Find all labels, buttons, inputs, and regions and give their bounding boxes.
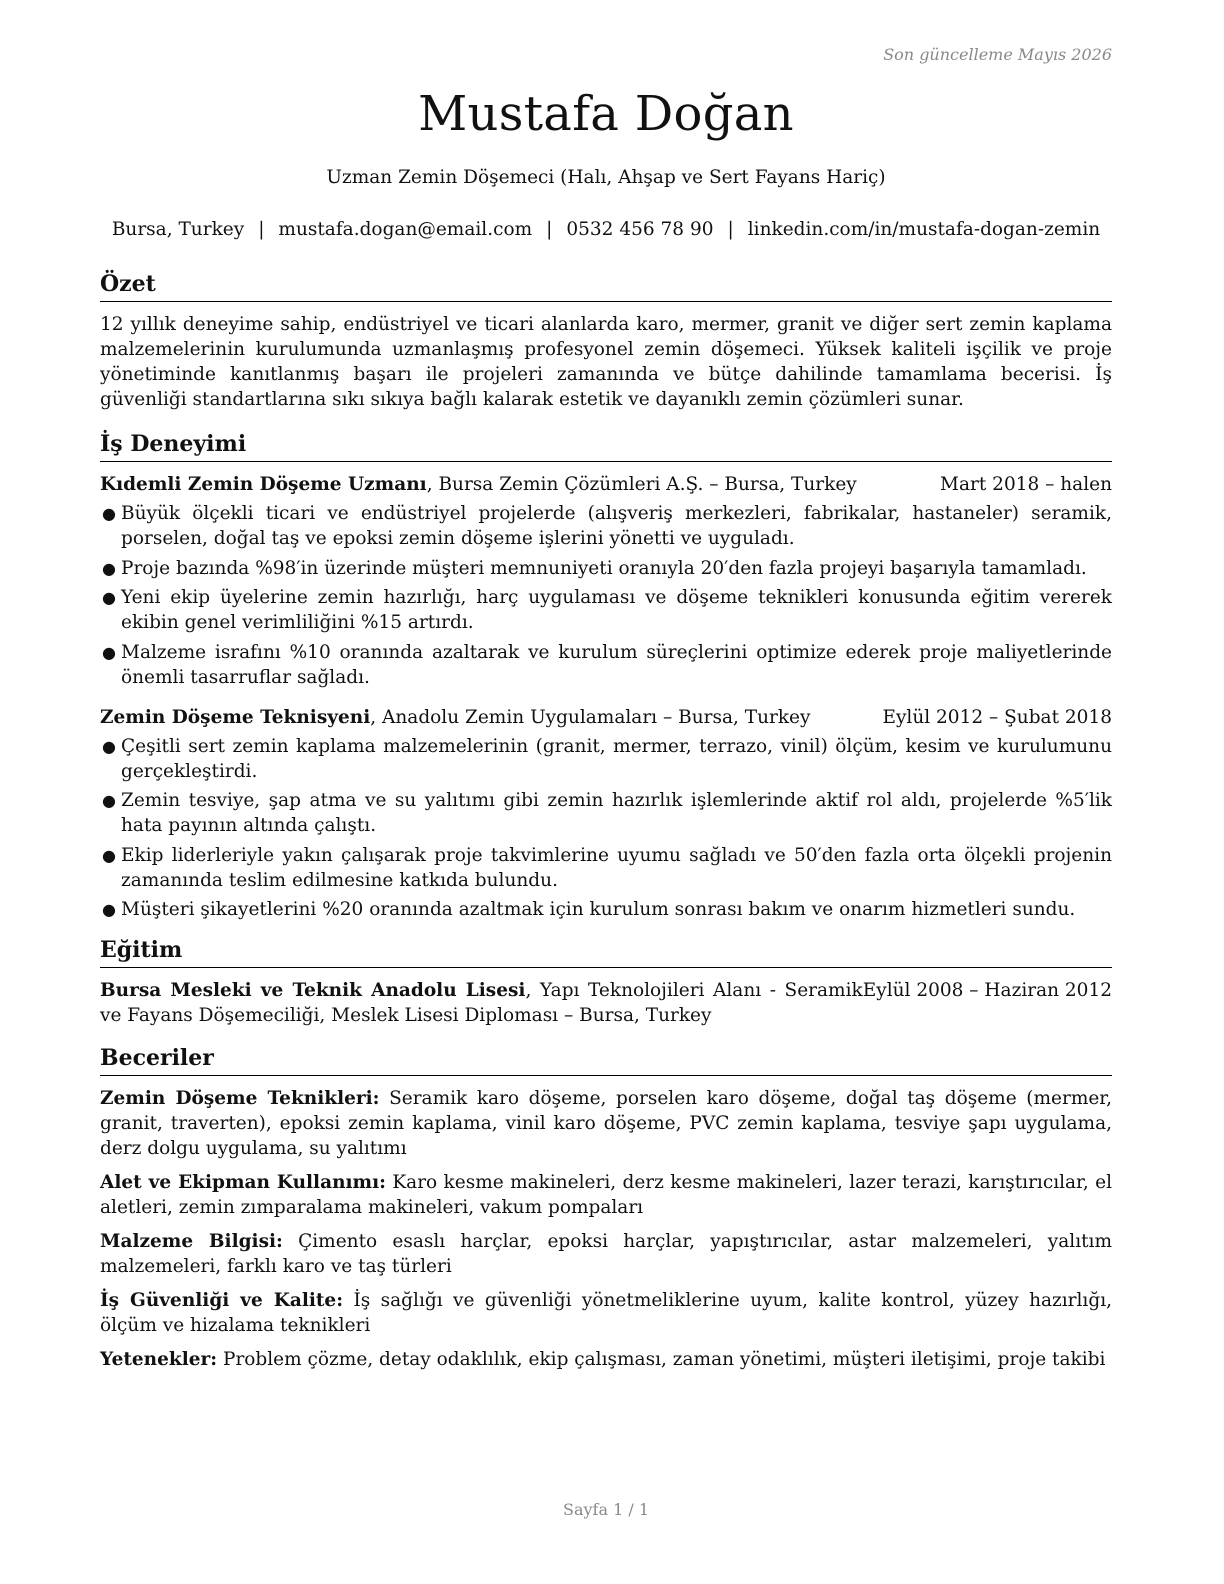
job-company: , Anadolu Zemin Uygulamaları – Bursa, Turkey <box>370 706 811 728</box>
job-bullets <box>100 501 1112 690</box>
skill-text: Karo kesme makineleri, derz kesme makineleri, lazer terazi, karıştırıcılar, el aletleri, zemin zımparalama makineleri, vakum pompaları <box>100 1172 1112 1218</box>
education-school: Bursa Mesleki ve Teknik Anadolu Lisesi <box>100 980 526 1001</box>
job-role: Kıdemli Zemin Döşeme Uzmanı <box>100 474 427 495</box>
bullet-icon: ● <box>102 900 116 919</box>
summary-text: 12 yıllık deneyime sahip, endüstriyel ve ticari alanlarda karo, mermer, granit ve diğer sert zemin kaplama malzemelerinin kurulumunda uzmanlaşmış profesyonel zemin döşemeci. Yüksek kaliteli işçilik ve proje yönetiminde kanıtlanmış başarı ile projeleri zamanında ve bütçe dahilinde tamamlama becerisi. İş güvenliği standartlarına sıkı sıkıya bağlı kalarak estetik ve dayanıklı zemin çözümleri sunar. <box>100 314 1112 410</box>
contact-phone[interactable]: 0532 456 78 90 <box>566 219 714 240</box>
bullet-text: Zemin tesviye, şap atma ve su yalıtımı gibi zemin hazırlık işlemlerinde aktif rol aldı, projelerde %5′lik hata payının altında çalıştı. <box>121 790 1112 836</box>
section-heading-summary: Özet <box>100 268 1112 302</box>
skill-item <box>100 1229 1112 1279</box>
skill-text: İş sağlığı ve güvenliği yönetmeliklerine uyum, kalite kontrol, yüzey hazırlığı, ölçüm ve hizalama teknikleri <box>100 1290 1112 1336</box>
skill-text: Problem çözme, detay odaklılık, ekip çalışması, zaman yönetimi, müşteri iletişimi, proje takibi <box>217 1349 1106 1370</box>
skill-text: Seramik karo döşeme, porselen karo döşeme, doğal taş döşeme (mermer, granit, traverten), epoksi zemin kaplama, vinil karo döşeme, PVC zemin kaplama, tesviye şapı uygulama, derz dolgu uygulama, su yalıtımı <box>100 1088 1113 1159</box>
bullet-text: Müşteri şikayetlerini %20 oranında azaltmak için kurulum sonrası bakım ve onarım hizmetleri sundu. <box>121 899 1076 920</box>
education-dates: Eylül 2008 – Haziran 2012 <box>862 980 1112 1001</box>
job-company: , Bursa Zemin Çözümleri A.Ş. – Bursa, Turkey <box>426 474 857 495</box>
contact-linkedin[interactable]: linkedin.com/in/mustafa-dogan-zemin <box>747 219 1101 240</box>
bullet-icon: ● <box>102 504 116 523</box>
bullet-icon: ● <box>102 558 116 578</box>
job-dates: Eylül 2012 – Şubat 2018 <box>882 706 1112 728</box>
contact-line <box>100 219 1112 240</box>
job-bullets <box>100 734 1112 923</box>
section-heading-experience: İş Deneyimi <box>100 428 1112 462</box>
job-role-line <box>100 705 810 730</box>
skill-label: Zemin Döşeme Teknikleri: <box>100 1088 380 1109</box>
page-number: Sayfa 1 / 1 <box>562 1500 649 1519</box>
skill-label: İş Güvenliği ve Kalite: <box>100 1290 344 1311</box>
education-details <box>100 978 863 1028</box>
job-title: Uzman Zemin Döşemeci (Halı, Ahşap ve Sert Fayans Hariç) <box>326 167 886 188</box>
bullet-icon: ● <box>102 791 116 810</box>
contact-separator: | <box>546 219 553 240</box>
bullet-item <box>100 501 1112 551</box>
job-header <box>100 705 1112 730</box>
bullet-icon: ● <box>102 588 116 607</box>
section-heading-skills: Beceriler <box>100 1042 1112 1076</box>
bullet-icon: ● <box>102 736 116 756</box>
last-updated: Son güncelleme Mayıs 2026 <box>883 45 1112 64</box>
job-dates: Mart 2018 – halen <box>940 474 1112 495</box>
bullet-text: Çeşitli sert zemin kaplama malzemelerinin (granit, mermer, terrazo, vinil) ölçüm, kesim ve kurulumunu gerçekleştirdi. <box>121 735 1112 782</box>
education-program: , Yapı Teknolojileri Alanı - Seramik ve Fayans Döşemeciliği, Meslek Lisesi Diploması – Bursa, Turkey <box>100 980 863 1026</box>
bullet-item <box>100 556 1112 581</box>
section-heading-education: Eğitim <box>100 934 1112 968</box>
skill-item <box>100 1086 1112 1161</box>
contact-email[interactable]: mustafa.dogan@email.com <box>278 219 533 240</box>
job-entry <box>100 705 1112 923</box>
job-role-line <box>100 472 857 497</box>
bullet-text: Büyük ölçekli ticari ve endüstriyel projelerde (alışveriş merkezleri, fabrikalar, hastaneler) seramik, porselen, doğal taş ve epoksi zemin döşeme işlerini yönetti ve uyguladı. <box>121 503 1112 549</box>
bullet-item <box>100 897 1112 922</box>
skill-text: Çimento esaslı harçlar, epoksi harçlar, yapıştırıcılar, astar malzemeleri, yalıtım malzemeleri, farklı karo ve taş türleri <box>100 1231 1112 1277</box>
bullet-icon: ● <box>102 845 116 865</box>
bullet-text: Ekip liderleriyle yakın çalışarak proje takvimlerine uyumu sağladı ve 50′den fazla orta ölçekli projenin zamanında teslim edilmesine katkıda bulundu. <box>121 844 1112 891</box>
job-role: Zemin Döşeme Teknisyeni <box>100 706 371 728</box>
skill-item <box>100 1288 1112 1338</box>
skill-item <box>100 1170 1112 1220</box>
bullet-text: Malzeme israfını %10 oranında azaltarak ve kurulum süreçlerini optimize ederek proje maliyetlerinde önemli tasarruflar sağladı. <box>121 641 1112 688</box>
skill-label: Alet ve Ekipman Kullanımı: <box>100 1172 386 1193</box>
job-header <box>100 472 1112 497</box>
job-entry <box>100 472 1112 690</box>
bullet-item <box>100 734 1112 784</box>
bullet-item <box>100 788 1112 838</box>
education-entry <box>100 978 1112 1028</box>
bullet-text: Proje bazında %98′in üzerinde müşteri memnuniyeti oranıyla 20′den fazla projeyi başarıyla tamamladı. <box>121 557 1087 579</box>
person-name: Mustafa Doğan <box>418 86 794 142</box>
skill-label: Malzeme Bilgisi: <box>100 1231 283 1252</box>
bullet-item <box>100 640 1112 690</box>
skill-label: Yetenekler: <box>100 1349 218 1370</box>
contact-separator: | <box>258 219 265 240</box>
bullet-item <box>100 843 1112 893</box>
bullet-item <box>100 585 1112 635</box>
resume-content <box>100 268 1112 1381</box>
contact-location: Bursa, Turkey <box>111 219 245 240</box>
contact-separator: | <box>727 219 734 240</box>
bullet-icon: ● <box>102 642 116 662</box>
bullet-text: Yeni ekip üyelerine zemin hazırlığı, harç uygulaması ve döşeme teknikleri konusunda eğitim vererek ekibin genel verimliliğini %15 artırdı. <box>121 587 1112 633</box>
skill-item <box>100 1347 1112 1372</box>
